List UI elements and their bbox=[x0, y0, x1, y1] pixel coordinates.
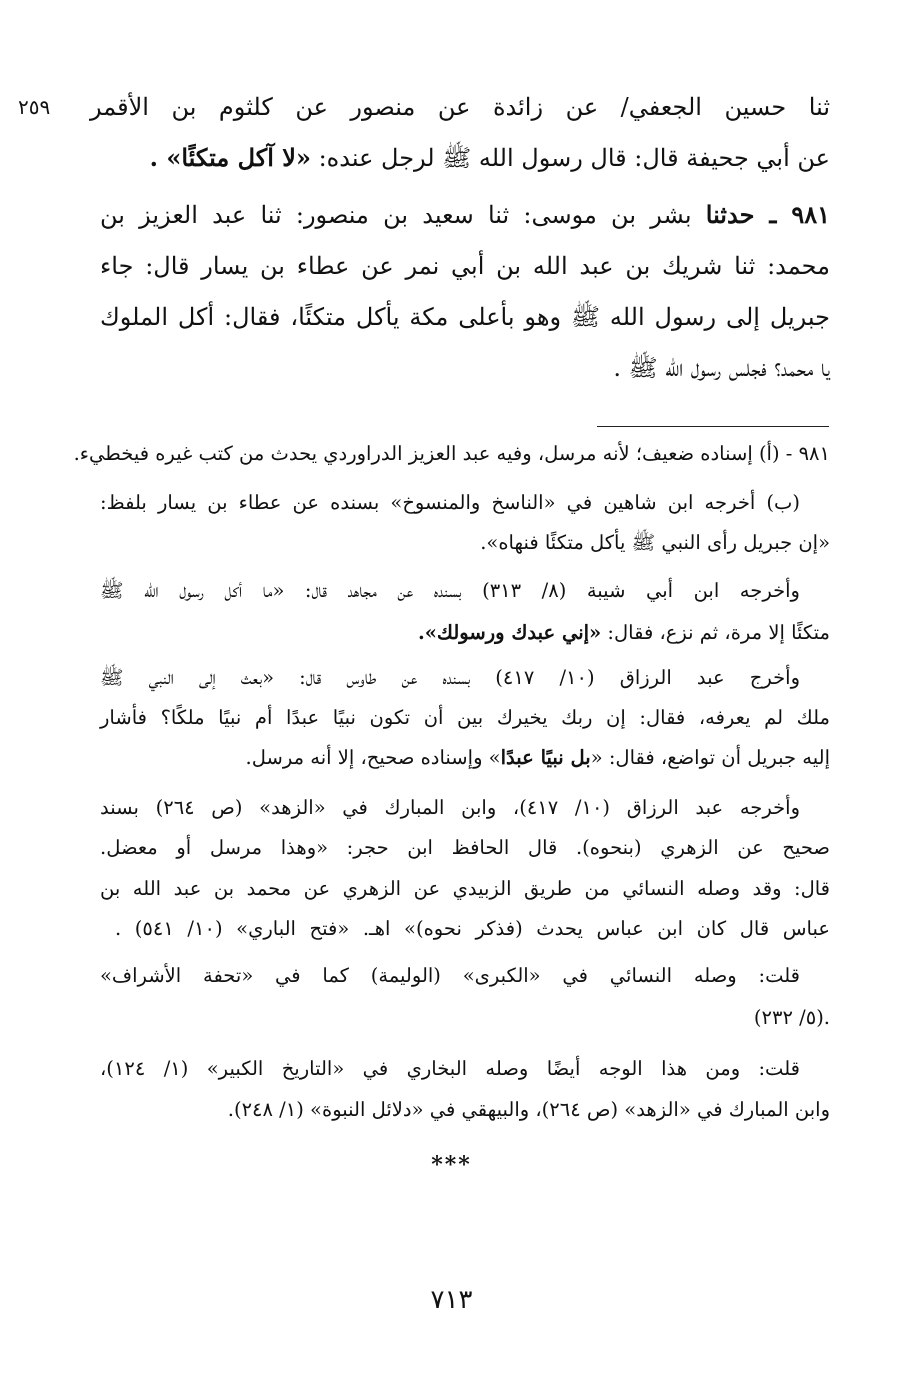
main-text-line: ثنا حسين الجعفي/ عن زائدة عن منصور عن كلثوم بن الأقمر bbox=[90, 93, 830, 121]
footnote-separator-rule bbox=[597, 426, 829, 427]
footnote-line: ٩٨١ - (أ) إسناده ضعيف؛ لأنه مرسل، وفيه عبد العزيز الدراوردي يحدث من كتب غيره فيخطيء. bbox=[73, 442, 830, 465]
footnote-segment: متكئًا إلا مرة، ثم نزع، فقال: bbox=[601, 621, 830, 644]
main-text-line bbox=[100, 200, 830, 230]
hadith-quote: بل نبيًا عبدًا bbox=[500, 746, 591, 769]
hadith-number: ٩٨١ ـ حدثنا bbox=[705, 200, 830, 229]
footnote-line: (ب) أخرجه ابن شاهين في «الناسخ والمنسوخ» بسنده عن عطاء بن يسار بلفظ: bbox=[100, 491, 800, 514]
footnote-line: قلت: وصله النسائي في «الكبرى» (الوليمة) كما في «تحفة الأشراف» bbox=[100, 964, 800, 987]
footnote-line bbox=[345, 620, 830, 646]
footnote-line: وأخرجه عبد الرزاق (١٠/ ٤١٧)، وابن المبارك في «الزهد» (ص ٢٦٤) بسند bbox=[100, 796, 801, 819]
footnote-line: وابن المبارك في «الزهد» (ص ٢٦٤)، والبيهقي في «دلائل النبوة» (١/ ٢٤٨). bbox=[227, 1098, 830, 1121]
footnote-line: قلت: ومن هذا الوجه أيضًا وصله البخاري في «التاريخ الكبير» (١/ ١٢٤)، bbox=[100, 1057, 800, 1080]
footnote-line: (٥/ ٢٣٢). bbox=[753, 1006, 830, 1029]
hadith-quote: «لا آكل متكئًا» . bbox=[149, 143, 311, 172]
main-text-line: يا محمد؟ فجلس رسول الله ﷺ . bbox=[613, 354, 830, 382]
footnote-segment: » وإسناده صحيح، إلا أنه مرسل. bbox=[245, 746, 501, 769]
footnote-line: «إن جبريل رأى النبي ﷺ يأكل متكئًا فنهاه». bbox=[480, 531, 830, 554]
main-text-line bbox=[149, 143, 830, 173]
section-separator-stars: *** bbox=[431, 1152, 472, 1178]
main-text-line: جبريل إلى رسول الله ﷺ وهو بأعلى مكة يأكل متكئًا، فقال: أكل الملوك bbox=[100, 303, 830, 331]
footnote-line: وأخرجه ابن أبي شيبة (٨/ ٣١٣) بسنده عن مجاهد قال: «ما أكل رسول الله ﷺ bbox=[100, 579, 800, 602]
hadith-quote: «إني عبدك ورسولك». bbox=[417, 621, 602, 644]
main-text-segment: بشر بن موسى: ثنا سعيد بن منصور: ثنا عبد العزيز بن bbox=[100, 201, 706, 229]
main-text-segment: عن أبي جحيفة قال: قال رسول الله ﷺ لرجل عنده: bbox=[310, 144, 830, 172]
footnote-segment: إليه جبريل أن تواضع، فقال: bbox=[602, 746, 830, 769]
margin-page-reference: ٢٥٩ bbox=[18, 95, 51, 119]
footnote-line: صحيح عن الزهري (بنحوه). قال الحافظ ابن حجر: «وهذا مرسل أو معضل. bbox=[100, 836, 830, 859]
footnote-line bbox=[160, 745, 830, 771]
main-text-line: محمد: ثنا شريك بن عبد الله بن أبي نمر عن عطاء بن يسار قال: جاء bbox=[100, 252, 830, 280]
footnote-line: وأخرج عبد الرزاق (١٠/ ٤١٧) بسنده عن طاوس قال: «بعث إلى النبي ﷺ bbox=[100, 666, 800, 689]
footnote-line: ملك لم يعرفه، فقال: إن ربك يخيرك بين أن تكون نبيًا عبدًا أم نبيًا ملكًا؟ فأشار bbox=[100, 706, 830, 729]
footnote-line: عباس قال كان ابن عباس يحدث (فذكر نحوه)» اهـ. «فتح الباري» (١٠/ ٥٤١) . bbox=[115, 917, 830, 940]
footnote-segment: « bbox=[590, 746, 603, 769]
footnote-line: قال: وقد وصله النسائي من طريق الزبيدي عن الزهري عن محمد بن عبد الله بن bbox=[100, 877, 830, 900]
page-number: ٧١٣ bbox=[430, 1285, 473, 1315]
